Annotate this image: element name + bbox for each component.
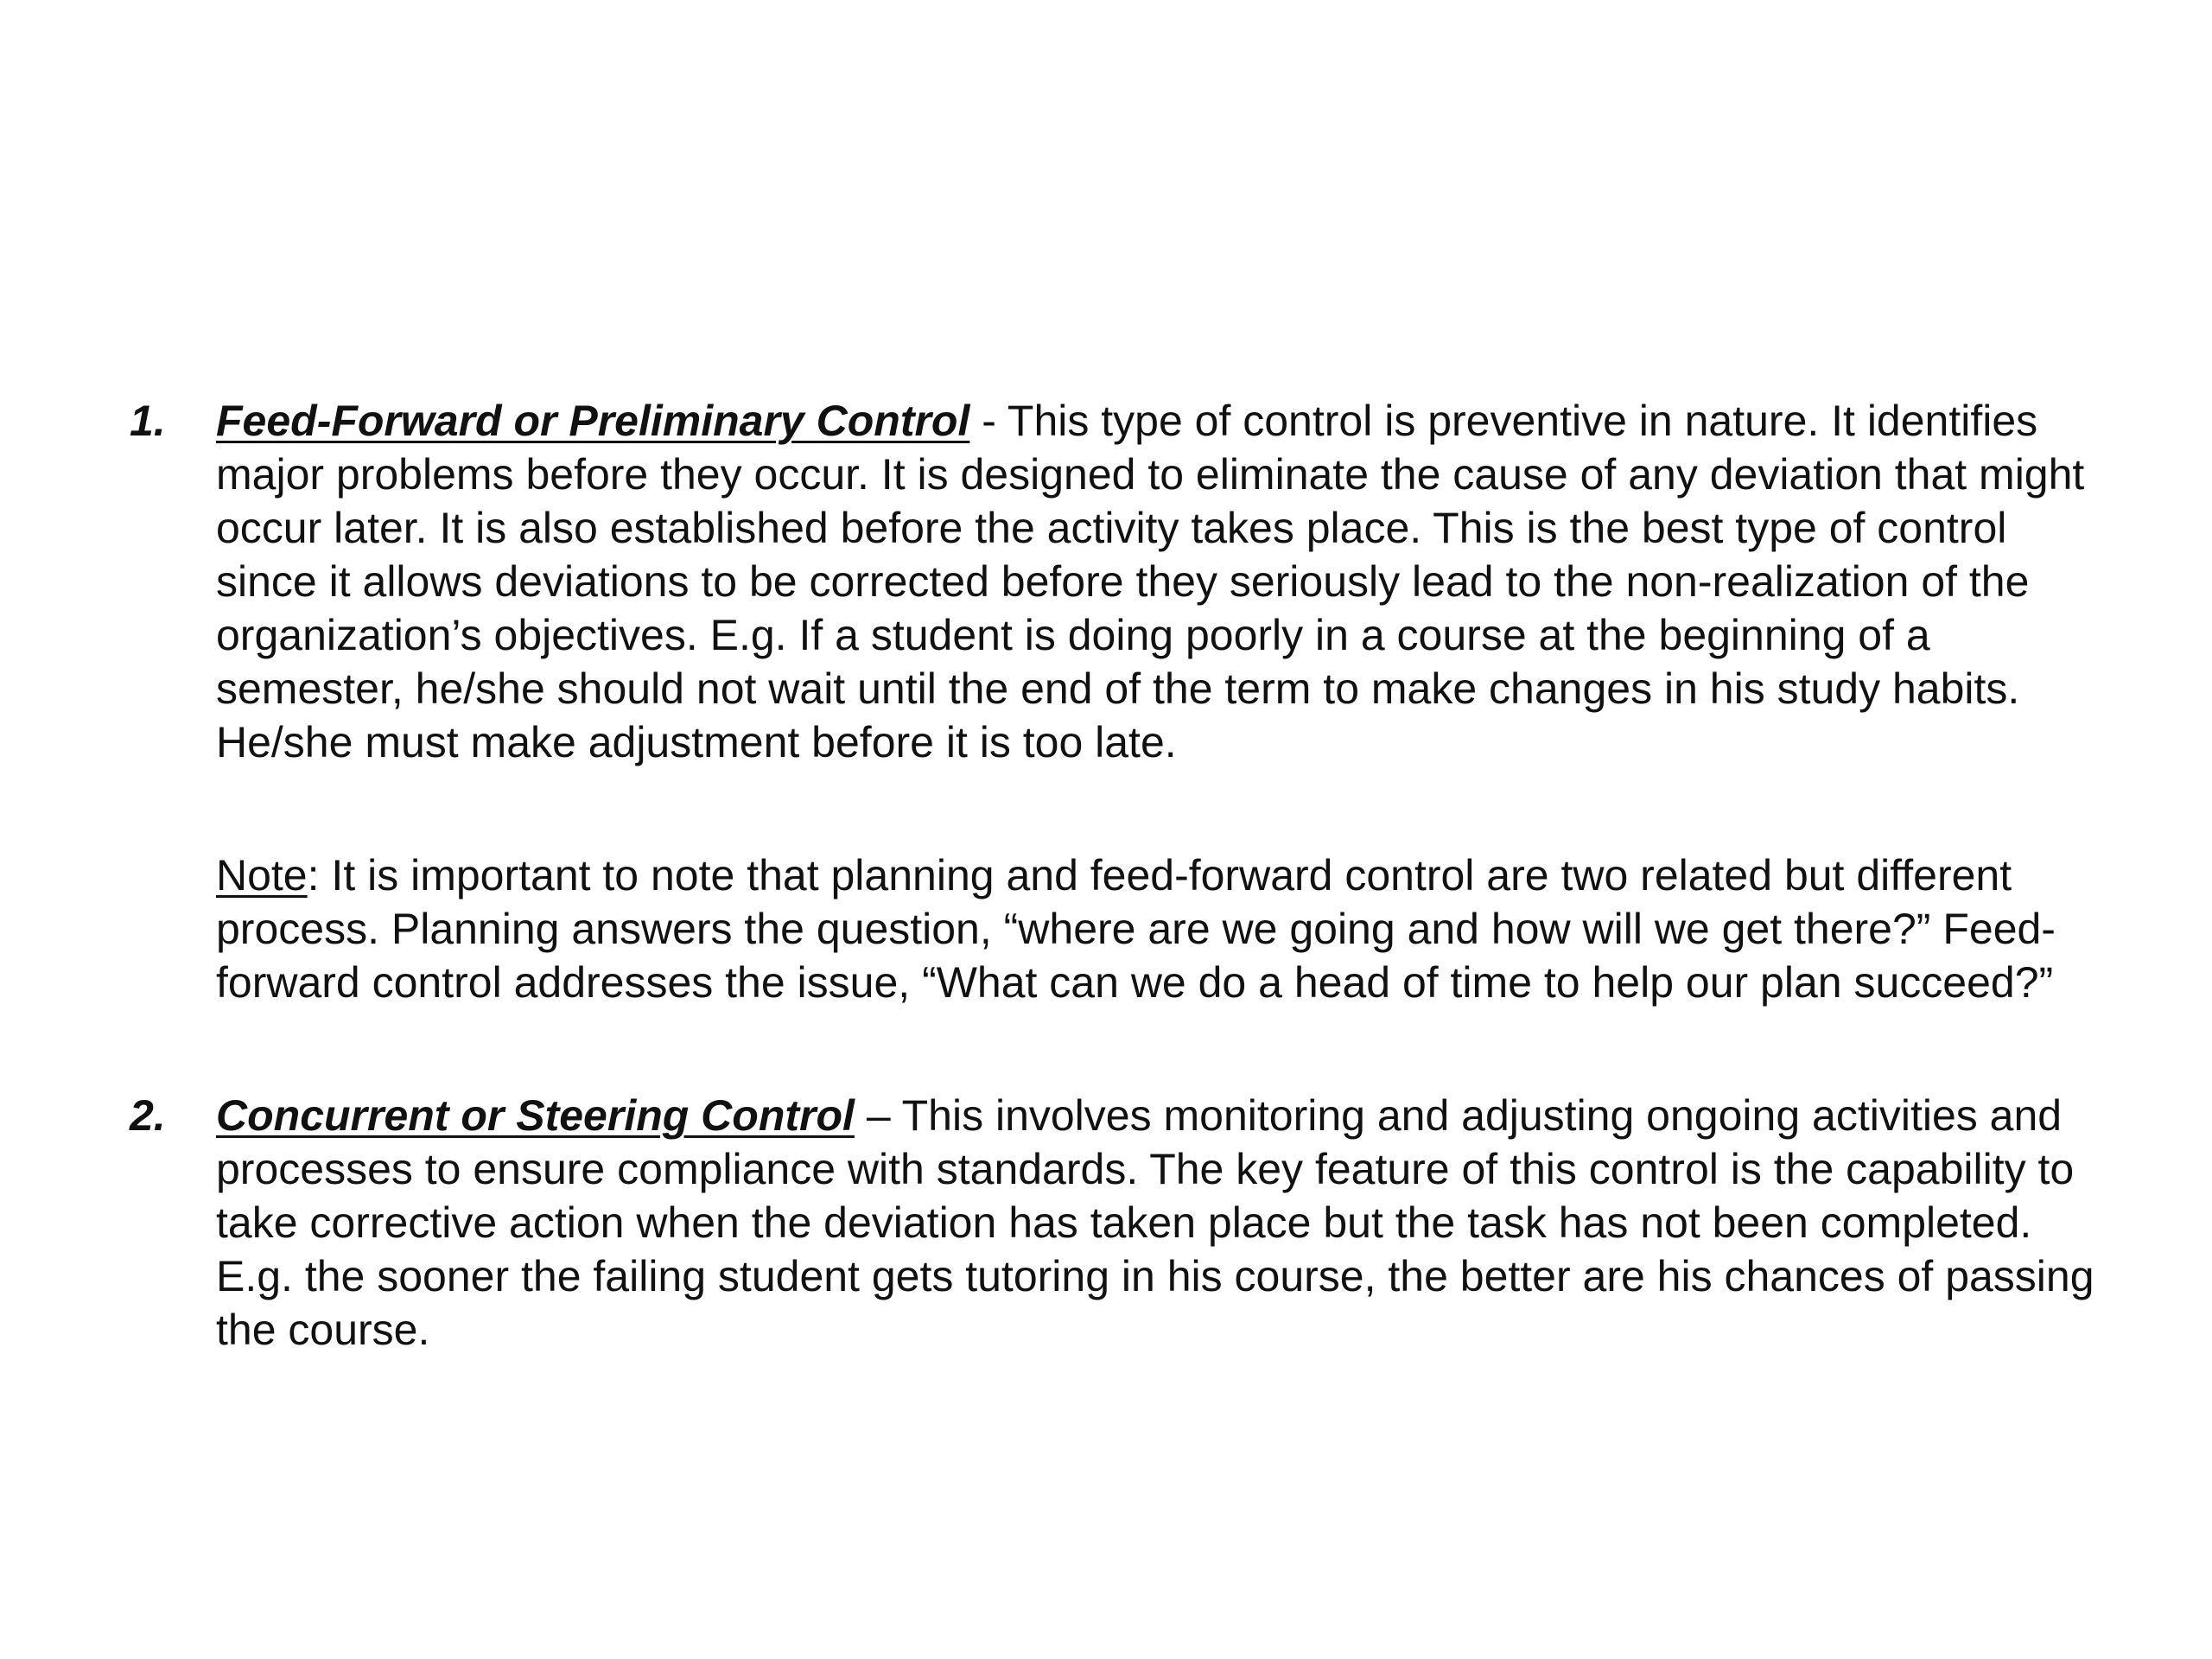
note-separator: : xyxy=(307,851,332,899)
term-feed-forward-control: Feed-Forward or Preliminary Control xyxy=(216,397,970,445)
note-paragraph xyxy=(130,849,2117,1009)
term-separator: – xyxy=(854,1091,902,1140)
note-label: Note xyxy=(216,851,308,899)
list-item-number: 1. xyxy=(130,397,166,445)
term-concurrent-control: Concurrent or Steering Control xyxy=(216,1091,855,1140)
list-item-concurrent-control xyxy=(130,1089,2117,1357)
slide-content xyxy=(130,394,2117,1357)
list-item-feed-forward-control xyxy=(130,394,2117,769)
list-item-number: 2. xyxy=(130,1091,166,1140)
definition-feed-forward-control: This type of control is preventive in nature. It identifies major problems before they occur. It is designed to eliminate the cause of any deviation that might occur later. It is also established before the activity takes place. This is the best type of control since it allows deviations to be corrected before they seriously lead to the non-realization of the organization’s objectives. E.g. If a student is doing poorly in a course at the beginning of a semester, he/she should not wait until the end of the term to make changes in his study habits. He/she must make adjustment before it is too late. xyxy=(216,397,2085,766)
term-separator: - xyxy=(969,397,1007,445)
note-text: It is important to note that planning and feed-forward control are two related but different process. Planning answers the question, “where are we going and how will we get there?” Feed-forward control addresses the issue, “What can we do a head of time to help our plan succeed?” xyxy=(216,851,2056,1007)
definition-concurrent-control: This involves monitoring and adjusting ongoing activities and processes to ensure compliance with standards. The key feature of this control is the capability to take corrective action when the deviation has taken place but the task has not been completed. E.g. the sooner the failing student gets tutoring in his course, the better are his chances of passing the course. xyxy=(216,1091,2094,1354)
